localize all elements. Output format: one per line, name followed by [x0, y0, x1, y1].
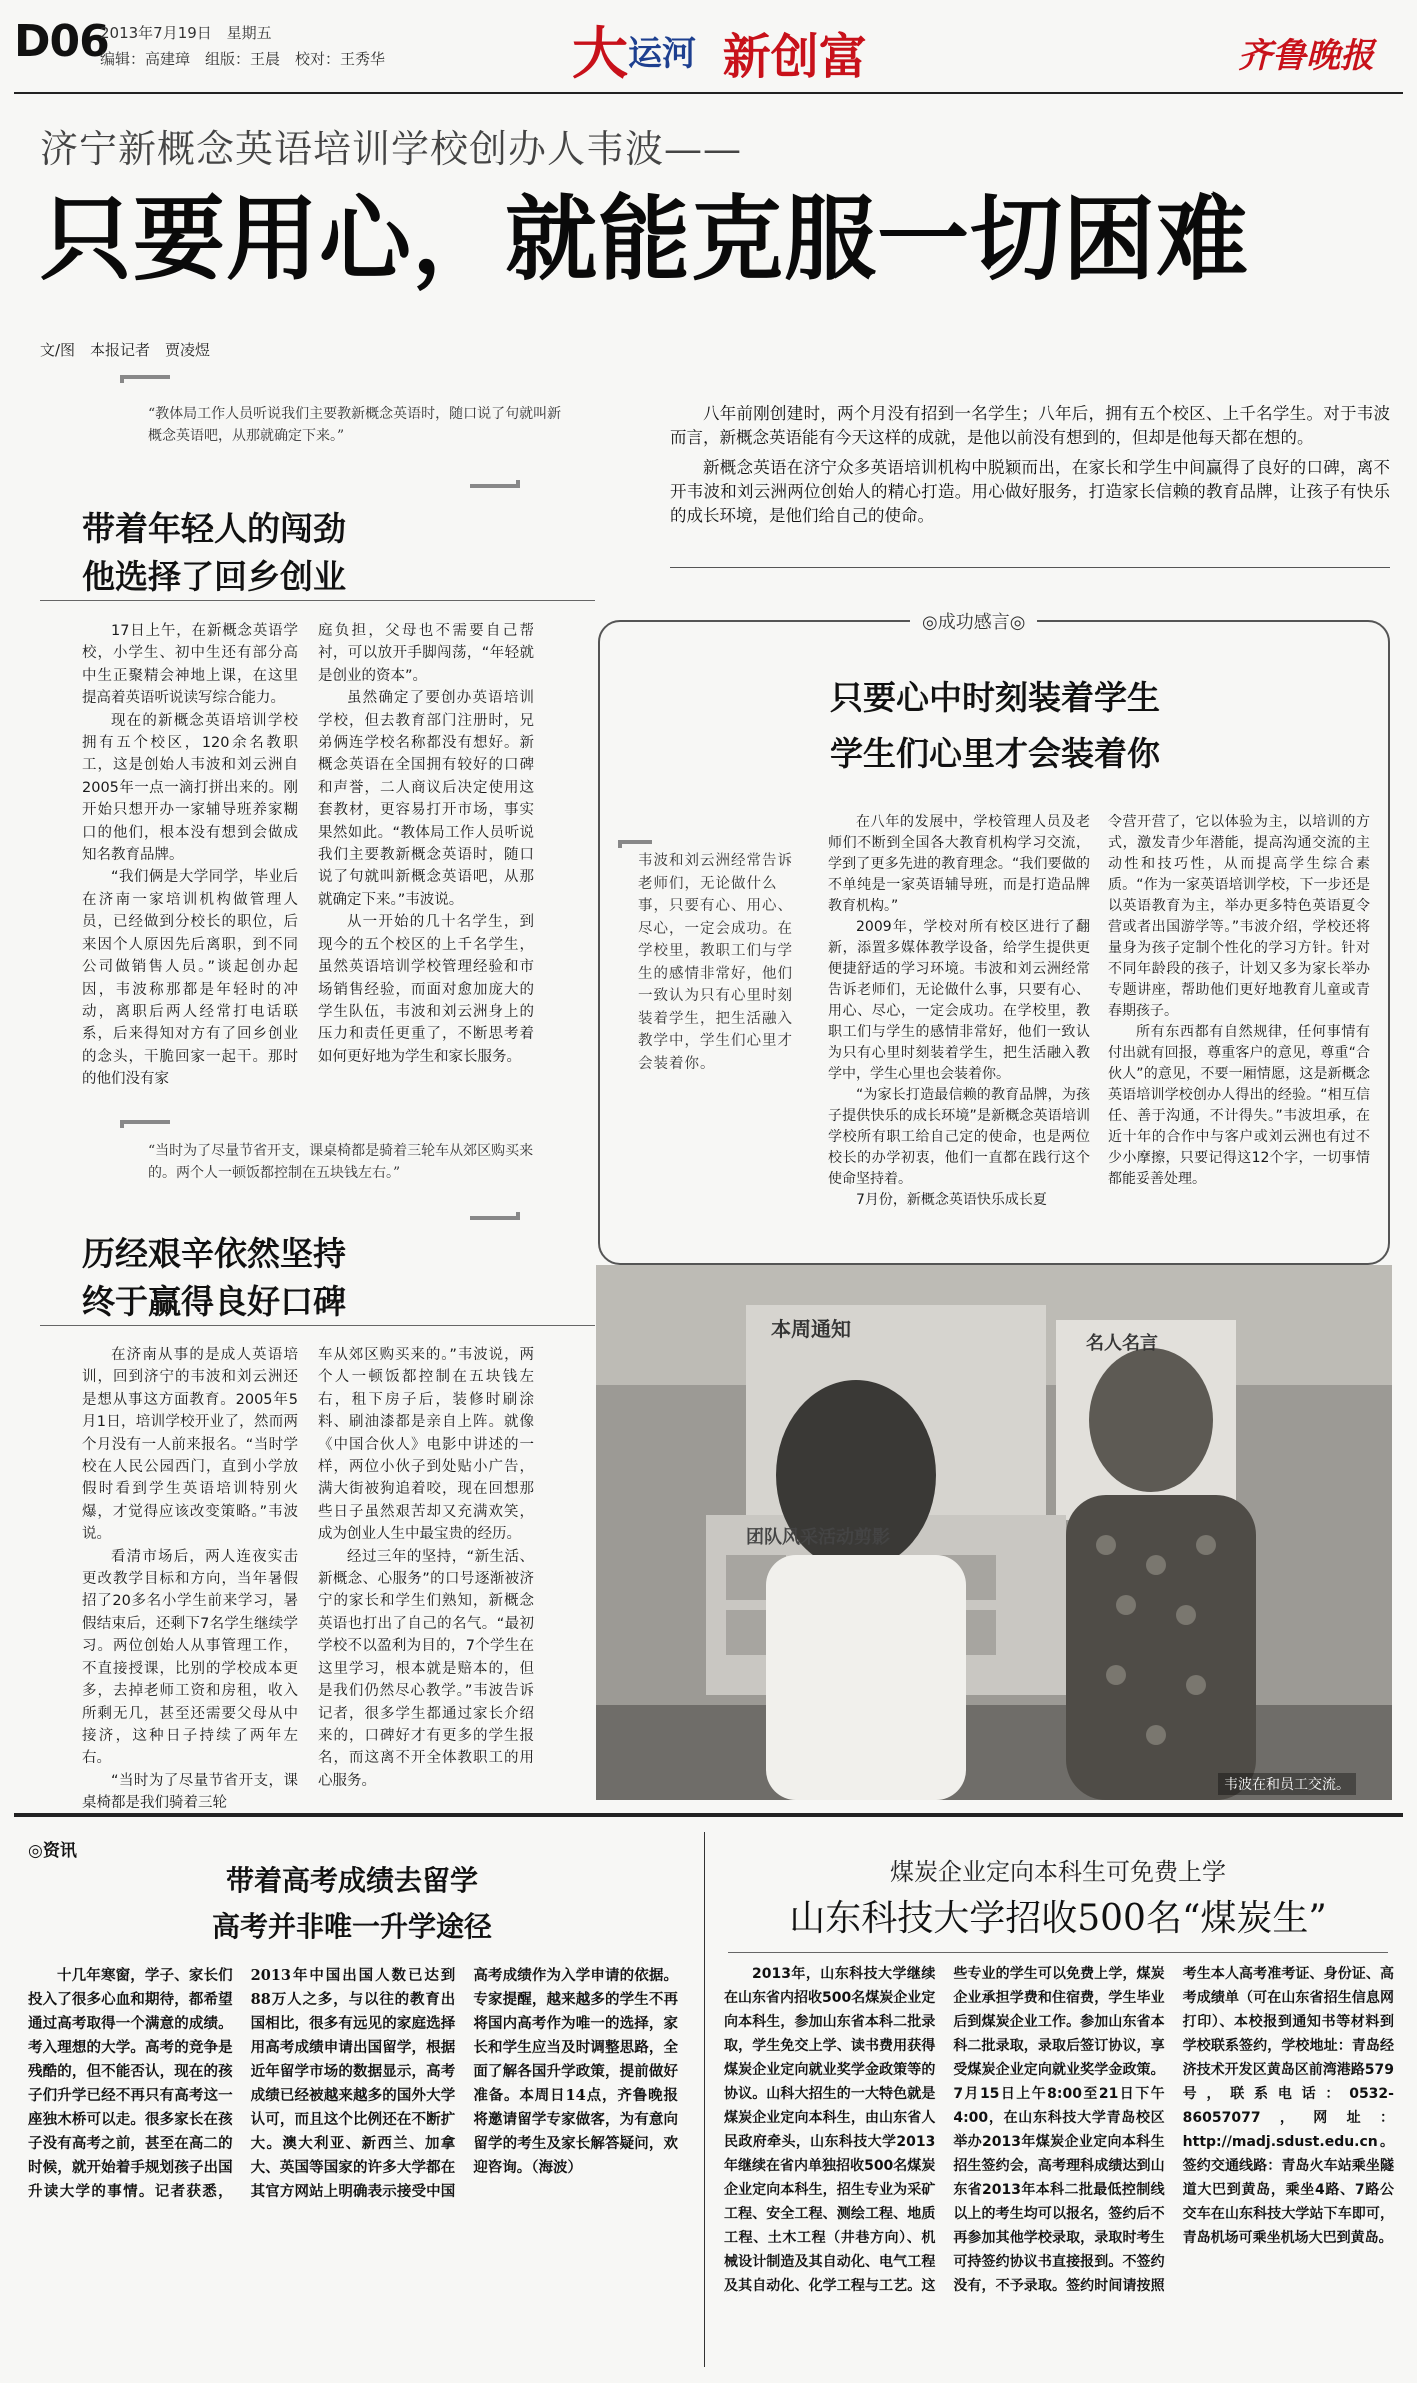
section-1-column-2: [318, 620, 534, 1135]
editor-credits: 编辑：高建璋 组版：王晨 校对：王秀华: [100, 50, 386, 68]
section-1-title-line-1: 带着年轻人的闯劲: [82, 509, 346, 548]
s1c1-p2: 现在的新概念英语培训学校拥有五个校区，120余名教职工，这是创始人韦波和刘云洲自2005年一点一滴打拼出来的。刚开始只想开办一家辅导班养家糊口的他们，根本没有想到会做成知名教育品牌。: [82, 712, 298, 864]
brief-study-abroad: [22, 1832, 682, 2372]
brief-2-title: 山东科技大学招收500名“煤炭生”: [789, 1898, 1327, 1939]
success-box-title: [775, 670, 1215, 782]
section-2-column-2: [318, 1344, 534, 1792]
brief-1-text: 十几年寒窗，学子、家长们投入了很多心血和期待，都希望通过高考取得一个满意的成绩。考入理想的大学。高考的竞争是残酷的，但不能否认，现在的孩子们升学已经不再只有高考这一座独木桥可以走。很多家长在孩子没有高考之前，甚至在高二的时候，就开始着手规划孩子出国升读大学的事情。记者获悉，2013年中国出国人数已达到88万人之多，与以往的教育出国相比，很多有远见的家庭选择用高考成绩申请出国留学，根据近年留学市场的数据显示，高考成绩已经被越来越多的国外大学认可，而且这个比例还在不断扩大。澳大利亚、新西兰、加拿大、英国等国家的许多大学都在其官方网站上明确表示接受中国高考成绩作为入学申请的依据。专家提醒，越来越多的学生不再将国内高考作为唯一的选择，家长和学生应当及时调整思路，全面了解各国升学政策，提前做好准备。本周日14点，齐鲁晚报将邀请留学专家做客，为有意向留学的考生及家长解答疑问，欢迎咨询。（海波）: [28, 1967, 678, 2200]
article-kicker: 济宁新概念英语培训学校创办人韦波——: [40, 127, 743, 171]
lead-rule: [670, 567, 1390, 568]
box-c2-p2: 所有东西都有自然规律，任何事情有付出就有回报，尊重客户的意见，尊重“合伙人”的意见，不要一厢情愿，这是新概念英语培训学校创办人得出的经验。“相互信任、善于沟通，不计得失。”韦波坦承，在近十年的合作中与客户或刘云洲也有过不少小摩擦，只要记得这12个字，一切事情都能妥善处理。: [1108, 1024, 1370, 1187]
page-code: D06: [14, 16, 109, 67]
brand-part-3: 新创富: [722, 29, 867, 85]
success-box-tag: ◎成功感言◎: [910, 608, 1037, 634]
box-c1-p1: 在八年的发展中，学校管理人员及老师们不断到全国各大教育机构学习交流，学到了更多先进的教育理念。“我们要做的不单纯是一家英语辅导班，而是打造品牌教育机构。”: [828, 814, 1090, 914]
brief-2-kicker: 煤炭企业定向本科生可免费上学: [890, 1858, 1226, 1886]
brief-1-title-line-2: 高考并非唯一升学途径: [211, 1910, 492, 1943]
photo-caption: 韦波在和员工交流。: [1218, 1773, 1356, 1795]
box-c1-p2: 2009年，学校对所有校区进行了翻新，添置多媒体教学设备，给学生提供更便捷舒适的学习环境。韦波和刘云洲经常告诉老师们，无论做什么事，只要有心、用心、尽心，一定会成功。在学校里，教职工们与学生的感情非常好，他们一致认为只有心里时刻装着学生，把生活融入教学中，学生心里也会装着你。: [828, 919, 1090, 1082]
box-quote-text: 韦波和刘云洲经常告诉老师们，无论做什么事，只要有心、用心、尽心，一定会成功。在学校里，教职工们与学生的感情非常好，他们一致认为只有心里时刻装着学生，把生活融入教学中，学生们心里才会装着你。: [638, 853, 793, 1072]
s1c1-p1: 17日上午，在新概念英语学校，小学生、初中生还有部分高中生正聚精会神地上课，在这里提高着英语听说读写综合能力。: [82, 623, 298, 707]
photo-board-quotes: 名人名言: [1086, 1333, 1158, 1354]
brief-2-rule: [728, 1952, 1388, 1953]
quote-bracket-bottom: [470, 480, 520, 488]
issue-date: [100, 22, 272, 43]
s1c1-paragraph-list: [82, 620, 298, 1091]
quote-2-bracket-top: [120, 1120, 170, 1128]
photo-board-team: 团队风采活动剪影: [746, 1527, 890, 1548]
header-rule: [14, 92, 1403, 94]
article-byline: 文/图 本报记者 贾凌煜: [40, 341, 211, 359]
quote-bracket-top: [120, 375, 170, 383]
brief-2-text: 2013年，山东科技大学继续在山东省内招收500名煤炭企业定向本科生，参加山东省本科二批录取，学生免交上学、读书费用获得煤炭企业定向就业奖学金政策等的协议。山科大招生的一大特色就是煤炭企业定向本科生，由山东省人民政府牵头，山东科技大学2013年继续在省内单独招收500名煤炭企业定向本科生，招生专业为采矿工程、安全工程、测绘工程、地质工程、土木工程（井巷方向）、机械设计制造及其自动化、电气工程及其自动化、化学工程与工艺。这些专业的学生可以免费上学，煤炭企业承担学费和住宿费，学生毕业后到煤炭企业工作。参加山东省本科二批录取，录取后签订协议，享受煤炭企业定向就业奖学金政策。7月15日上午8:00至21日下午4:00，在山东科技大学青岛校区举办2013年煤炭企业定向本科生招生签约会，高考理科成绩达到山东省2013年本科二批最低控制线以上的考生均可以报名，签约后不再参加其他学校录取，录取时考生可持签约协议书直接报到。不签约没有，不予录取。签约时间请按照考生本人高考准考证、身份证、高考成绩单（可在山东省招生信息网打印）、本校报到通知书等材料到学校联系签约，学校地址：青岛经济技术开发区黄岛区前湾港路579号，联系电话：0532-86057077，网址：http://madj.sdust.edu.cn。签约交通线路：青岛火车站乘坐隧道大巴到黄岛，乘坐4路、7路公交车在山东科技大学站下车即可，青岛机场可乘坐机场大巴到黄岛。: [724, 1966, 1394, 2294]
brand-part-1: 大: [572, 21, 628, 87]
article-headline: 只要用心，就能克服一切困难: [40, 186, 1250, 293]
s1c2-p2: 虽然确定了要创办英语培训学校，但去教育部门注册时，兄弟俩连学校名称都没有想好。新概念英语在全国拥有较好的口碑和声誉，二人商议后决定使用这套教材，更容易打开市场，事实果然如此。“教体局工作人员听说我们主要教新概念英语时，随口说了句就叫新概念英语吧，从那就确定下来。”韦波说。: [318, 690, 534, 908]
brief-1-body: [28, 1964, 678, 2364]
s2c2-p2: 经过三年的坚持，“新生活、新概念、心服务”的口号逐渐被济宁的家长和学生们熟知，新概念英语也打出了自己的名气。“最初学校不以盈利为目的，7个学生在这里学习，根本就是赔本的，但是我们仍然尽心教学。”韦波告诉记者，很多学生都通过家长介绍来的，口碑好才有更多的学生报名，而这离不开全体教职工的用心服务。: [318, 1548, 534, 1789]
page-header: [0, 0, 1417, 95]
bottom-section-rule: [14, 1813, 1403, 1817]
success-quotes-box: [598, 612, 1390, 1265]
photo-illustration: [596, 1265, 1392, 1800]
s2c2-p1: 车从郊区购买来的。”韦波说，两个人一顿饭都控制在五块钱左右，租下房子后，装修时刷涂料、刷油漆都是亲自上阵。就像《中国合伙人》电影中讲述的一样，两位小伙子到处贴小广告，满大街被狗追着咬，现在回想那些日子虽然艰苦却又充满欢笑，成为创业人生中最宝贵的经历。: [318, 1347, 534, 1543]
s2c1-p2: 看清市场后，两人连夜实击更改教学目标和方向，当年暑假招了20多名小学生前来学习，暑假结束后，还剩下7名学生继续学习。两位创始人从事管理工作，不直接授课，比别的学校成本更多，去掉老师工资和房租，收入所剩无几，甚至还需要父母从中接济，这种日子持续了两年左右。: [82, 1548, 298, 1767]
brief-1-tag: ◎资讯: [28, 1841, 77, 1861]
pull-quote-1: [120, 375, 570, 495]
brief-coal-students: [718, 1832, 1398, 2372]
section-2-rule: [40, 1325, 595, 1326]
section-1-title-line-2: 他选择了回乡创业: [82, 557, 346, 596]
s2c1-p1: 在济南从事的是成人英语培训，回到济宁的韦波和刘云洲还是想从事这方面教育。2005年5月1日，培训学校开业了，然而两个月没有一人前来报名。“当时学校在人民公园西门，直到小学放假时看到学生英语培训特别火爆，才觉得应该改变策略。”韦波说。: [82, 1347, 298, 1543]
box-quote-bracket: [618, 840, 652, 848]
quote-2-bracket-bottom: [470, 1212, 520, 1220]
brief-2-body: [724, 1962, 1394, 2362]
article-lead: [670, 402, 1390, 528]
box-c1-p4: 7月份，新概念英语快乐成长夏: [856, 1192, 1047, 1208]
s1c2-p3: 从一开始的几十名学生，到现今的五个校区的上千名学生，虽然英语培训学校管理经验和市场销售经验，而面对愈加庞大的学生队伍，韦波和刘云洲身上的压力和责任更重了，不断思考着如何更好地为学生和家长服务。: [318, 914, 534, 1065]
section-1-title: [82, 505, 346, 601]
box-title-line-1: 只要心中时刻装着学生: [830, 678, 1160, 717]
lead-paragraph-1: 八年前刚创建时，两个月没有招到一名学生；八年后，拥有五个校区、上千名学生。对于韦波而言，新概念英语能有今天这样的成就，是他以前没有想到的，但却是他每天都在想的。: [670, 404, 1390, 447]
brand-part-2: 运河: [628, 34, 696, 74]
box-c1-p3: “为家长打造最信赖的教育品牌，为孩子提供快乐的成长环境”是新概念英语培训学校所有职工给自己定的使命，也是两位校长的办学初衷，他们一直都在践行这个使命坚持着。: [828, 1087, 1090, 1187]
photo-board-notice: 本周通知: [771, 1317, 851, 1341]
box-c2-p1: 令营开营了，它以体验为主，以培训的方式，激发青少年潜能，提高沟通交流的主动性和技巧性，从而提高学生综合素质。“作为一家英语培训学校，下一步还是以英语教育为主，举办更多特色英语夏令营或者出国游学等。”韦波介绍，学校还将量身为孩子定制个性化的学习方针。针对不同年龄段的孩子，计划又多为家长举办专题讲座，帮助他们更好地教育儿童或青春期孩子。: [1108, 814, 1370, 1019]
quote-1-text: “教体局工作人员听说我们主要教新概念英语时，随口说了句就叫新概念英语吧，从那就确定下来。”: [148, 406, 562, 444]
box-title-line-2: 学生们心里才会装着你: [830, 734, 1160, 773]
section-1-rule: [40, 600, 595, 601]
lead-paragraph-2: 新概念英语在济宁众多英语培训机构中脱颖而出，在家长和学生中间赢得了良好的口碑，离不开韦波和刘云洲两位创始人的精心打造。用心做好服务，打造家长信赖的教育品牌，让孩子有快乐的成长环境，是他们给自己的使命。: [670, 458, 1390, 525]
brief-divider: [704, 1832, 705, 2367]
brief-1-title-line-1: 带着高考成绩去留学: [225, 1864, 478, 1897]
article-photo: [596, 1265, 1392, 1800]
newspaper-logo: 齐鲁晚报: [1238, 36, 1374, 76]
box-quote-frame: [618, 840, 806, 1120]
section-2-title-line-1: 历经艰辛依然坚持: [82, 1234, 346, 1273]
section-2-column-1: [82, 1344, 298, 1812]
s1c1-p3: “我们俩是大学同学，毕业后在济南一家培训机构做管理人员，已经做到分校长的职位，后来因个人原因先后离职，到不同公司做销售人员。”谈起创办起因，韦波称那都是年轻时的冲动，离职后两人经常打电话联系，后来得知对方有了回乡创业的念头，干脆回家一起干。那时的他们没有家: [82, 869, 298, 1088]
pull-quote-2: [120, 1120, 570, 1230]
weekday-text: 星期五: [226, 24, 272, 42]
section-brand: [572, 10, 867, 90]
quote-2-text: “当时为了尽量节省开支，课桌椅都是骑着三轮车从郊区购买来的。两个人一顿饭都控制在五块钱左右。”: [148, 1143, 534, 1181]
s1c2-p1: 庭负担，父母也不需要自己帮衬，可以放开手脚闯荡，“年轻就是创业的资本”。: [318, 623, 534, 684]
date-text: 2013年7月19日: [100, 24, 212, 42]
box-column-1: [828, 812, 1090, 1254]
section-2-title: [82, 1230, 346, 1326]
section-1-column-1: [82, 620, 298, 1135]
box-column-2: [1108, 812, 1370, 1254]
section-2-title-line-2: 终于赢得良好口碑: [82, 1282, 346, 1321]
s2c1-p3: “当时为了尽量节省开支，课桌椅都是我们骑着三轮: [82, 1772, 298, 1812]
brief-1-title: [82, 1858, 622, 1950]
